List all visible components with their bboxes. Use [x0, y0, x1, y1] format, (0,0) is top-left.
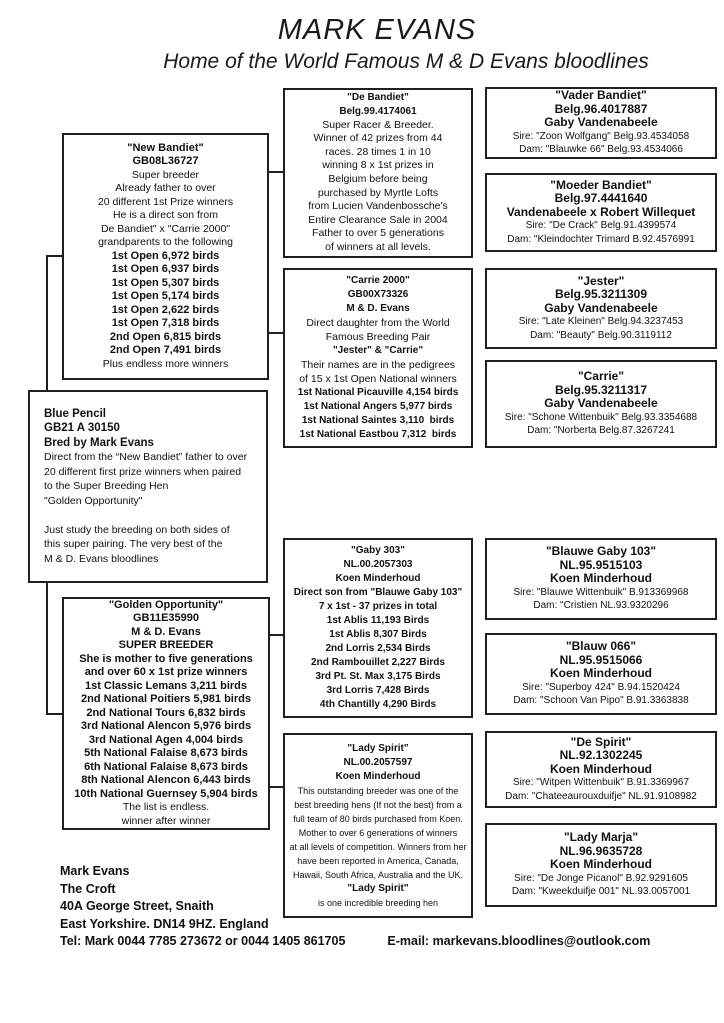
contact-name: Mark Evans	[60, 864, 130, 878]
pedigree-line: 1st National Saintes 3,110 birds	[301, 415, 455, 426]
pedigree-line: Sire: "De Jonge Picanol" B.92.9291605	[514, 872, 688, 884]
pedigree-line: have been reported in America, Canada,	[297, 855, 459, 866]
pedigree-line: 1st Ablis 11,193 Birds	[326, 615, 430, 626]
pedigree-box-blauw-066	[485, 633, 717, 715]
pedigree-line: Gaby Vandenabeele	[544, 300, 658, 315]
pedigree-line: of 15 x 1st Open National winners	[299, 373, 457, 385]
pedigree-line: "Carrie"	[577, 369, 625, 384]
pedigree-line: Dam: "Schoon Van Pipo" B.91.3363838	[513, 695, 689, 707]
pedigree-box-de-bandiet	[283, 88, 473, 258]
pedigree-line: NL.00.2057597	[343, 756, 413, 768]
pedigree-line: 1st National Picauville 4,154 birds	[297, 387, 459, 398]
pedigree-line: NL.95.9515103	[559, 557, 643, 572]
pedigree-line: "Jester"	[577, 273, 625, 288]
pedigree-line: 20 different 1st Prize winners	[97, 195, 234, 208]
pedigree-box-de-spirit	[485, 731, 717, 808]
contact-email: E-mail: markevans.bloodlines@outlook.com	[387, 934, 651, 948]
pedigree-line: is one incredible breeding hen	[317, 897, 439, 908]
pedigree-box-blauwe-gaby-103	[485, 538, 717, 620]
pedigree-box-carrie	[485, 360, 717, 448]
pedigree-line	[44, 508, 47, 523]
pedigree-line: Dam: "Norberta Belg.87.3267241	[527, 425, 675, 437]
pedigree-line: Koen Minderhoud	[550, 571, 652, 586]
pedigree-line: to the Super Breeding Hen	[44, 480, 169, 493]
pedigree-line: 20 different first prize winners when paired	[44, 465, 242, 478]
pedigree-line: "De Bandiet"	[347, 92, 409, 104]
connector-stub-golden-opportunity	[46, 713, 63, 715]
pedigree-line: She is mother to five generations	[79, 652, 253, 665]
pedigree-line: Sire: "Blauwe Wittenbuik" B.913369968	[513, 586, 689, 598]
pedigree-line: Direct daughter from the World	[306, 317, 450, 329]
pedigree-line: Famous Breeding Pair	[325, 331, 431, 343]
pedigree-line: Dam: "Kweekduifje 001" NL.93.0057001	[511, 886, 691, 898]
pedigree-line: at all levels of competition. Winners from her	[289, 841, 467, 852]
pedigree-box-gaby-303	[283, 538, 473, 718]
pedigree-line: NL.95.9515066	[559, 652, 643, 667]
pedigree-line: Sire: "De Crack" Belg.91.4399574	[525, 220, 677, 232]
connector-newbandiet-debandiet	[269, 171, 284, 173]
pedigree-line: 8th National Alencon 6,443 birds	[81, 774, 251, 787]
pedigree-line: Vandenabeele x Robert Willequet	[506, 204, 696, 219]
pedigree-line: Hawaii, South Africa, Australia and the UK.	[292, 869, 464, 880]
page-subtitle: Home of the World Famous M & D Evans bloodlines	[163, 50, 649, 73]
pedigree-box-jester	[485, 268, 717, 349]
pedigree-line: winning 8 x 1st prizes in	[322, 159, 434, 172]
pedigree-line: Direct from the “New Bandiet” father to over	[44, 451, 248, 464]
connector-stub-new-bandiet	[46, 255, 63, 257]
pedigree-line: 1st National Angers 5,977 birds	[303, 401, 453, 412]
connector-newbandiet-carrie2000	[269, 332, 284, 334]
pedigree-line: NL.96.9635728	[559, 843, 643, 858]
pedigree-line: "Jester" & "Carrie"	[332, 345, 424, 356]
pedigree-line: Belgium before being	[328, 173, 428, 185]
pedigree-line: "Moeder Bandiet"	[550, 177, 652, 192]
pedigree-line: Dam: "Chateeaurouxduifje" NL.91.9108982	[505, 790, 697, 802]
pedigree-line: best breeding hens (If not the best) from a	[294, 799, 462, 810]
pedigree-line: 3rd National Alencon 5,976 birds	[80, 720, 252, 733]
pedigree-line: Koen Minderhoud	[550, 666, 652, 681]
pedigree-line: 2nd National Poitiers 5,981 birds	[81, 693, 251, 706]
pedigree-line: Dam: "Cristien NL.93.9320296	[533, 600, 669, 612]
pedigree-line: this super pairing. The very best of the	[44, 538, 223, 551]
page-title: MARK EVANS	[277, 14, 477, 46]
pedigree-line: The list is endless.	[122, 801, 210, 814]
contact-address-line1: The Croft	[60, 881, 116, 896]
contact-address-line3: East Yorkshire. DN14 9HZ. England	[60, 916, 269, 931]
pedigree-box-blue-pencil	[28, 390, 268, 583]
pedigree-line: "Vader Bandiet"	[555, 88, 647, 103]
pedigree-line: "Lady Marja"	[563, 830, 639, 845]
pedigree-line: De Bandiet" x "Carrie 2000"	[100, 222, 231, 235]
pedigree-line: GB11E35990	[132, 612, 200, 625]
pedigree-line: "Lady Spirit"	[347, 742, 409, 754]
pedigree-line: NL.00.2057303	[343, 559, 413, 570]
pedigree-line: Belg.96.4017887	[554, 101, 648, 116]
pedigree-line: "Golden Opportunity"	[108, 598, 224, 611]
pedigree-line: SUPER BREEDER	[118, 639, 214, 652]
pedigree-line: Plus endless more winners	[102, 357, 229, 370]
pedigree-line: NL.92.1302245	[559, 748, 643, 763]
pedigree-line: 1st National Eastbou 7,312 birds	[299, 429, 457, 440]
pedigree-line: Super Racer & Breeder.	[322, 118, 434, 131]
pedigree-line: 1st Open 6,937 birds	[111, 263, 220, 276]
pedigree-line: 10th National Guernsey 5,904 birds	[74, 787, 258, 800]
pedigree-line: M & D. Evans	[346, 303, 410, 314]
pedigree-line: full team of 80 birds purchased from Koen.	[293, 813, 463, 824]
pedigree-line: 2nd Open 6,815 birds	[109, 330, 222, 343]
pedigree-line: 2nd Lorris 2,534 Birds	[325, 643, 431, 654]
pedigree-line: purchased by Myrtle Lofts	[317, 186, 439, 199]
pedigree-line: "Carrie 2000"	[346, 275, 410, 286]
pedigree-line: Bred by Mark Evans	[44, 436, 154, 449]
pedigree-line: 2nd National Tours 6,832 birds	[86, 706, 246, 719]
pedigree-line: Gaby Vandenabeele	[544, 396, 658, 411]
pedigree-line: Dam: "Kleindochter Trimard B.92.4576991	[507, 233, 695, 245]
pedigree-line: 1st Classic Lemans 3,211 birds	[84, 679, 248, 692]
pedigree-line: 4th Chantilly 4,290 Birds	[319, 699, 437, 710]
pedigree-line: Super breeder	[131, 168, 200, 181]
pedigree-line: Blue Pencil	[44, 407, 106, 420]
pedigree-line: "Blauw 066"	[565, 639, 637, 654]
pedigree-line: 3rd Pt. St. Max 3,175 Birds	[315, 671, 441, 682]
pedigree-line: Entire Clearance Sale in 2004	[308, 213, 448, 226]
pedigree-line: Dam: "Beauty" Belg.90.3119112	[530, 329, 672, 341]
pedigree-line: Koen Minderhoud	[335, 573, 421, 584]
pedigree-line: "Blauwe Gaby 103"	[545, 544, 657, 559]
pedigree-line: "Lady Spirit"	[347, 882, 409, 894]
pedigree-line: Sire: "Late Kleinen" Belg.94.3237453	[518, 316, 684, 328]
pedigree-line: 7 x 1st - 37 prizes in total	[318, 601, 438, 612]
pedigree-line: Belg.97.4441640	[554, 191, 648, 206]
pedigree-line: 1st Open 7,318 birds	[111, 317, 220, 330]
pedigree-line: M & D. Evans	[131, 625, 201, 638]
pedigree-line: Koen Minderhoud	[550, 857, 652, 872]
pedigree-box-golden-opportunity	[62, 597, 270, 830]
pedigree-line: 6th National Falaise 8,673 birds	[84, 760, 248, 773]
pedigree-line: "Golden Opportunity"	[44, 494, 143, 507]
pedigree-line: Koen Minderhoud	[550, 761, 652, 776]
pedigree-line: and over 60 x 1st prize winners	[84, 666, 248, 679]
pedigree-line: GB21 A 30150	[44, 422, 120, 435]
pedigree-line: 5th National Falaise 8,673 birds	[84, 747, 248, 760]
pedigree-box-vader-bandiet	[485, 87, 717, 159]
pedigree-line: Belg.95.3211309	[554, 287, 648, 302]
pedigree-line: Belg.99.4174061	[339, 106, 417, 118]
pedigree-line: 2nd Rambouillet 2,227 Birds	[311, 657, 445, 668]
pedigree-line: Gaby Vandenabeele	[544, 115, 658, 130]
pedigree-line: Sire: "Schone Wittenbuik" Belg.93.3354688	[504, 411, 698, 423]
contact-block	[60, 863, 650, 951]
pedigree-line: GB00X73326	[347, 289, 409, 300]
pedigree-line: 1st Open 5,174 birds	[111, 290, 220, 303]
pedigree-line: Just study the breeding on both sides of	[44, 523, 230, 536]
pedigree-line: 2nd Open 7,491 birds	[109, 344, 222, 357]
contact-telephone: Tel: Mark 0044 7785 273672 or 0044 1405 861705	[60, 934, 346, 948]
connector-goldenopp-gaby303	[270, 634, 284, 636]
pedigree-line: Their names are in the pedigrees	[300, 359, 456, 371]
pedigree-line: Sire: "Witpen Wittenbuik" B.91.3369967	[512, 777, 690, 789]
pedigree-line: "New Bandiet"	[127, 141, 204, 154]
pedigree-line: Already father to over	[115, 182, 216, 195]
pedigree-line: M & D. Evans bloodlines	[44, 552, 159, 565]
pedigree-line: 1st Open 6,972 birds	[111, 249, 220, 262]
pedigree-line: from Lucien Vandenbossche's	[308, 200, 448, 213]
pedigree-line: "Gaby 303"	[351, 545, 405, 556]
pedigree-line: races. 28 times 1 in 10	[325, 145, 431, 158]
pedigree-box-carrie-2000	[283, 268, 473, 448]
pedigree-line: Sire: "Superboy 424" B.94.1520424	[522, 681, 680, 693]
pedigree-box-moeder-bandiet	[485, 173, 717, 252]
pedigree-line: grandparents to the following	[98, 236, 233, 249]
pedigree-line: 1st Open 5,307 birds	[111, 276, 220, 289]
pedigree-line: Direct son from "Blauwe Gaby 103"	[293, 587, 463, 598]
pedigree-line: "De Spirit"	[570, 734, 632, 749]
pedigree-line: 3rd National Agen 4,004 birds	[88, 733, 244, 746]
pedigree-line: GB08L36727	[132, 155, 199, 168]
pedigree-line: Belg.95.3211317	[554, 382, 648, 397]
pedigree-line: He is a direct son from	[112, 209, 219, 222]
pedigree-line: winner after winner	[121, 814, 211, 827]
pedigree-line: 1st Ablis 8,307 Birds	[329, 629, 427, 640]
connector-goldenopp-ladyspirit	[270, 786, 284, 788]
pedigree-line: Koen Minderhoud	[335, 770, 421, 782]
contact-address-line2: 40A George Street, Snaith	[60, 899, 214, 913]
pedigree-line: 3rd Lorris 7,428 Birds	[326, 685, 430, 696]
pedigree-line: Mother to over 6 generations of winners	[298, 827, 458, 838]
pedigree-line: This outstanding breeder was one of the	[297, 785, 459, 796]
pedigree-line: of winners at all levels.	[325, 240, 431, 253]
pedigree-line: Dam: "Blauwke 66" Belg.93.4534066	[519, 144, 683, 156]
pedigree-line: Sire: "Zoon Wolfgang" Belg.93.4534058	[512, 130, 690, 142]
pedigree-line: Winner of 42 prizes from 44	[313, 132, 443, 145]
pedigree-line: 1st Open 2,622 birds	[111, 303, 220, 316]
pedigree-box-new-bandiet	[62, 133, 269, 380]
pedigree-line: Father to over 5 generations	[312, 227, 444, 240]
